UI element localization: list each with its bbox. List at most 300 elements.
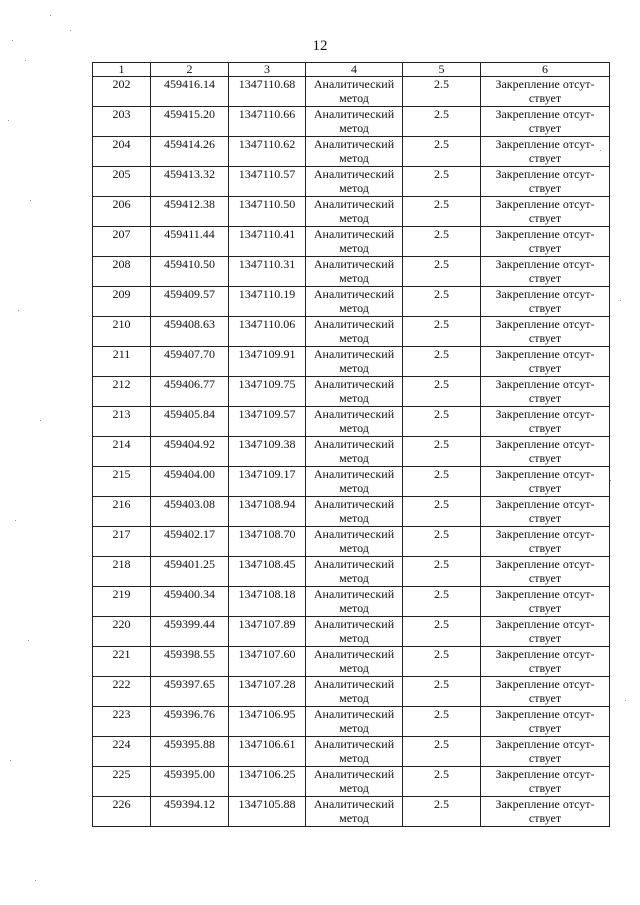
method-line-2: метод [339, 241, 369, 255]
x-coordinate-cell: 459395.00 [151, 767, 229, 797]
method-line-2: метод [339, 181, 369, 195]
note-line-1: Закрепление отсут- [495, 617, 595, 631]
table-row [93, 527, 610, 557]
x-coordinate-cell: 459404.00 [151, 467, 229, 497]
note-line-1: Закрепление отсут- [495, 737, 595, 751]
marking-note-cell [481, 107, 610, 137]
method-line-1: Аналитический [313, 707, 395, 721]
note-line-2: ствует [528, 511, 562, 525]
x-coordinate-cell: 459404.92 [151, 437, 229, 467]
table-row [93, 77, 610, 107]
point-number-cell: 202 [93, 77, 151, 107]
y-coordinate-cell: 1347110.62 [229, 137, 306, 167]
point-number-cell: 208 [93, 257, 151, 287]
x-coordinate-cell: 459411.44 [151, 227, 229, 257]
y-coordinate-cell: 1347109.75 [229, 377, 306, 407]
x-coordinate-cell: 459399.44 [151, 617, 229, 647]
x-coordinate-cell: 459397.65 [151, 677, 229, 707]
accuracy-cell: 2.5 [403, 317, 481, 347]
table-row [93, 587, 610, 617]
method-cell [306, 767, 403, 797]
accuracy-cell: 2.5 [403, 707, 481, 737]
method-cell [306, 557, 403, 587]
y-coordinate-cell: 1347110.57 [229, 167, 306, 197]
accuracy-cell: 2.5 [403, 527, 481, 557]
scan-speck [40, 420, 41, 421]
method-line-1: Аналитический [313, 797, 395, 811]
note-line-2: ствует [528, 391, 562, 405]
marking-note-cell [481, 797, 610, 827]
marking-note-cell [481, 437, 610, 467]
scan-speck [35, 880, 36, 881]
method-line-2: метод [339, 391, 369, 405]
table-row [93, 467, 610, 497]
note-line-2: ствует [528, 541, 562, 555]
method-line-2: метод [339, 271, 369, 285]
note-line-1: Закрепление отсут- [495, 347, 595, 361]
y-coordinate-cell: 1347108.18 [229, 587, 306, 617]
y-coordinate-cell: 1347110.31 [229, 257, 306, 287]
point-number-cell: 217 [93, 527, 151, 557]
method-line-1: Аналитический [313, 137, 395, 151]
note-line-2: ствует [528, 751, 562, 765]
method-line-2: метод [339, 661, 369, 675]
method-cell [306, 377, 403, 407]
marking-note-cell [481, 407, 610, 437]
method-cell [306, 497, 403, 527]
x-coordinate-cell: 459403.08 [151, 497, 229, 527]
accuracy-cell: 2.5 [403, 677, 481, 707]
method-cell [306, 257, 403, 287]
note-line-2: ствует [528, 151, 562, 165]
table-body [93, 77, 610, 827]
method-line-1: Аналитический [313, 527, 395, 541]
note-line-2: ствует [528, 451, 562, 465]
method-line-2: метод [339, 571, 369, 585]
point-number-cell: 210 [93, 317, 151, 347]
y-coordinate-cell: 1347106.25 [229, 767, 306, 797]
method-line-2: метод [339, 211, 369, 225]
note-line-2: ствует [528, 91, 562, 105]
y-coordinate-cell: 1347108.94 [229, 497, 306, 527]
accuracy-cell: 2.5 [403, 137, 481, 167]
note-line-1: Закрепление отсут- [495, 557, 595, 571]
note-line-1: Закрепление отсут- [495, 647, 595, 661]
point-number-cell: 211 [93, 347, 151, 377]
accuracy-cell: 2.5 [403, 557, 481, 587]
marking-note-cell [481, 317, 610, 347]
method-line-2: метод [339, 481, 369, 495]
method-cell [306, 167, 403, 197]
table-row [93, 617, 610, 647]
note-line-1: Закрепление отсут- [495, 467, 595, 481]
accuracy-cell: 2.5 [403, 287, 481, 317]
x-coordinate-cell: 459416.14 [151, 77, 229, 107]
method-line-1: Аналитический [313, 317, 395, 331]
y-coordinate-cell: 1347109.38 [229, 437, 306, 467]
method-line-2: метод [339, 301, 369, 315]
method-line-1: Аналитический [313, 587, 395, 601]
note-line-2: ствует [528, 241, 562, 255]
accuracy-cell: 2.5 [403, 437, 481, 467]
method-cell [306, 197, 403, 227]
note-line-1: Закрепление отсут- [495, 587, 595, 601]
x-coordinate-cell: 459402.17 [151, 527, 229, 557]
table-row [93, 557, 610, 587]
y-coordinate-cell: 1347107.60 [229, 647, 306, 677]
marking-note-cell [481, 647, 610, 677]
note-line-2: ствует [528, 481, 562, 495]
point-number-cell: 220 [93, 617, 151, 647]
method-line-1: Аналитический [313, 737, 395, 751]
point-number-cell: 207 [93, 227, 151, 257]
x-coordinate-cell: 459413.32 [151, 167, 229, 197]
table-row [93, 257, 610, 287]
x-coordinate-cell: 459398.55 [151, 647, 229, 677]
note-line-2: ствует [528, 301, 562, 315]
scan-speck [12, 40, 13, 41]
x-coordinate-cell: 459396.76 [151, 707, 229, 737]
x-coordinate-cell: 459408.63 [151, 317, 229, 347]
method-cell [306, 107, 403, 137]
table-row [93, 407, 610, 437]
method-line-1: Аналитический [313, 77, 395, 91]
method-line-1: Аналитический [313, 227, 395, 241]
note-line-2: ствует [528, 601, 562, 615]
scan-speck [25, 60, 26, 61]
method-line-1: Аналитический [313, 467, 395, 481]
x-coordinate-cell: 459406.77 [151, 377, 229, 407]
method-line-2: метод [339, 421, 369, 435]
method-cell [306, 77, 403, 107]
y-coordinate-cell: 1347107.28 [229, 677, 306, 707]
method-line-1: Аналитический [313, 497, 395, 511]
note-line-1: Закрепление отсут- [495, 197, 595, 211]
point-number-cell: 225 [93, 767, 151, 797]
scan-speck [30, 200, 31, 201]
table-row [93, 347, 610, 377]
method-line-2: метод [339, 511, 369, 525]
column-header-2: 2 [151, 63, 229, 77]
note-line-2: ствует [528, 721, 562, 735]
note-line-2: ствует [528, 361, 562, 375]
point-number-cell: 226 [93, 797, 151, 827]
method-line-2: метод [339, 811, 369, 825]
method-line-1: Аналитический [313, 677, 395, 691]
accuracy-cell: 2.5 [403, 167, 481, 197]
point-number-cell: 215 [93, 467, 151, 497]
x-coordinate-cell: 459410.50 [151, 257, 229, 287]
method-line-2: метод [339, 91, 369, 105]
y-coordinate-cell: 1347109.57 [229, 407, 306, 437]
note-line-2: ствует [528, 421, 562, 435]
note-line-2: ствует [528, 331, 562, 345]
x-coordinate-cell: 459395.88 [151, 737, 229, 767]
note-line-1: Закрепление отсут- [495, 107, 595, 121]
method-cell [306, 437, 403, 467]
method-cell [306, 287, 403, 317]
method-line-1: Аналитический [313, 107, 395, 121]
y-coordinate-cell: 1347110.68 [229, 77, 306, 107]
method-cell [306, 737, 403, 767]
note-line-1: Закрепление отсут- [495, 287, 595, 301]
y-coordinate-cell: 1347110.50 [229, 197, 306, 227]
accuracy-cell: 2.5 [403, 257, 481, 287]
accuracy-cell: 2.5 [403, 467, 481, 497]
x-coordinate-cell: 459412.38 [151, 197, 229, 227]
table-header [93, 63, 610, 77]
point-number-cell: 204 [93, 137, 151, 167]
marking-note-cell [481, 737, 610, 767]
marking-note-cell [481, 587, 610, 617]
method-line-2: метод [339, 691, 369, 705]
table-row [93, 167, 610, 197]
table-row [93, 797, 610, 827]
note-line-1: Закрепление отсут- [495, 77, 595, 91]
table-row [93, 737, 610, 767]
method-line-1: Аналитический [313, 557, 395, 571]
x-coordinate-cell: 459415.20 [151, 107, 229, 137]
note-line-1: Закрепление отсут- [495, 797, 595, 811]
accuracy-cell: 2.5 [403, 377, 481, 407]
method-line-2: метод [339, 751, 369, 765]
note-line-1: Закрепление отсут- [495, 767, 595, 781]
marking-note-cell [481, 767, 610, 797]
table-row [93, 377, 610, 407]
marking-note-cell [481, 227, 610, 257]
marking-note-cell [481, 137, 610, 167]
note-line-1: Закрепление отсут- [495, 137, 595, 151]
marking-note-cell [481, 527, 610, 557]
accuracy-cell: 2.5 [403, 587, 481, 617]
table-row [93, 317, 610, 347]
method-line-1: Аналитический [313, 647, 395, 661]
x-coordinate-cell: 459405.84 [151, 407, 229, 437]
method-line-2: метод [339, 151, 369, 165]
scan-speck [18, 310, 19, 311]
note-line-1: Закрепление отсут- [495, 167, 595, 181]
scan-speck [15, 520, 16, 521]
y-coordinate-cell: 1347110.06 [229, 317, 306, 347]
method-cell [306, 677, 403, 707]
method-line-2: метод [339, 601, 369, 615]
column-header-5: 5 [403, 63, 481, 77]
point-number-cell: 224 [93, 737, 151, 767]
note-line-2: ствует [528, 571, 562, 585]
method-line-1: Аналитический [313, 167, 395, 181]
method-cell [306, 467, 403, 497]
marking-note-cell [481, 677, 610, 707]
table-row [93, 437, 610, 467]
note-line-1: Закрепление отсут- [495, 257, 595, 271]
accuracy-cell: 2.5 [403, 407, 481, 437]
scan-speck [10, 760, 11, 761]
accuracy-cell: 2.5 [403, 737, 481, 767]
accuracy-cell: 2.5 [403, 77, 481, 107]
point-number-cell: 218 [93, 557, 151, 587]
method-line-1: Аналитический [313, 287, 395, 301]
point-number-cell: 206 [93, 197, 151, 227]
note-line-2: ствует [528, 271, 562, 285]
method-cell [306, 797, 403, 827]
point-number-cell: 203 [93, 107, 151, 137]
coordinates-table [92, 62, 610, 827]
point-number-cell: 216 [93, 497, 151, 527]
column-header-4: 4 [306, 63, 403, 77]
scan-speck [620, 300, 621, 301]
table-row [93, 677, 610, 707]
accuracy-cell: 2.5 [403, 107, 481, 137]
point-number-cell: 209 [93, 287, 151, 317]
accuracy-cell: 2.5 [403, 647, 481, 677]
note-line-2: ствует [528, 631, 562, 645]
method-line-1: Аналитический [313, 437, 395, 451]
table-row [93, 707, 610, 737]
method-line-2: метод [339, 721, 369, 735]
marking-note-cell [481, 197, 610, 227]
table-row [93, 137, 610, 167]
y-coordinate-cell: 1347107.89 [229, 617, 306, 647]
scan-speck [50, 15, 51, 16]
method-line-1: Аналитический [313, 767, 395, 781]
marking-note-cell [481, 467, 610, 497]
table-row [93, 227, 610, 257]
y-coordinate-cell: 1347110.19 [229, 287, 306, 317]
method-cell [306, 617, 403, 647]
method-line-2: метод [339, 451, 369, 465]
table-row [93, 497, 610, 527]
note-line-1: Закрепление отсут- [495, 527, 595, 541]
method-line-2: метод [339, 361, 369, 375]
column-header-1: 1 [93, 63, 151, 77]
marking-note-cell [481, 557, 610, 587]
point-number-cell: 221 [93, 647, 151, 677]
method-cell [306, 227, 403, 257]
column-header-6: 6 [481, 63, 610, 77]
method-line-1: Аналитический [313, 347, 395, 361]
note-line-2: ствует [528, 811, 562, 825]
y-coordinate-cell: 1347109.17 [229, 467, 306, 497]
scan-speck [610, 480, 611, 481]
table-row [93, 647, 610, 677]
scan-speck [625, 700, 626, 701]
accuracy-cell: 2.5 [403, 347, 481, 377]
note-line-1: Закрепление отсут- [495, 677, 595, 691]
table-row [93, 767, 610, 797]
column-header-3: 3 [229, 63, 306, 77]
y-coordinate-cell: 1347109.91 [229, 347, 306, 377]
method-line-1: Аналитический [313, 257, 395, 271]
x-coordinate-cell: 459394.12 [151, 797, 229, 827]
y-coordinate-cell: 1347110.41 [229, 227, 306, 257]
method-cell [306, 707, 403, 737]
table-row [93, 197, 610, 227]
table-row [93, 107, 610, 137]
note-line-1: Закрепление отсут- [495, 317, 595, 331]
table-row [93, 287, 610, 317]
x-coordinate-cell: 459401.25 [151, 557, 229, 587]
y-coordinate-cell: 1347108.45 [229, 557, 306, 587]
header-row [93, 63, 610, 77]
method-cell [306, 317, 403, 347]
marking-note-cell [481, 77, 610, 107]
method-line-1: Аналитический [313, 407, 395, 421]
method-line-1: Аналитический [313, 617, 395, 631]
note-line-2: ствует [528, 781, 562, 795]
note-line-1: Закрепление отсут- [495, 227, 595, 241]
y-coordinate-cell: 1347110.66 [229, 107, 306, 137]
accuracy-cell: 2.5 [403, 617, 481, 647]
y-coordinate-cell: 1347108.70 [229, 527, 306, 557]
method-line-2: метод [339, 631, 369, 645]
point-number-cell: 213 [93, 407, 151, 437]
x-coordinate-cell: 459400.34 [151, 587, 229, 617]
method-line-2: метод [339, 541, 369, 555]
note-line-1: Закрепление отсут- [495, 407, 595, 421]
marking-note-cell [481, 167, 610, 197]
accuracy-cell: 2.5 [403, 497, 481, 527]
marking-note-cell [481, 707, 610, 737]
method-cell [306, 527, 403, 557]
scan-speck [8, 120, 9, 121]
method-line-2: метод [339, 781, 369, 795]
y-coordinate-cell: 1347106.95 [229, 707, 306, 737]
point-number-cell: 223 [93, 707, 151, 737]
note-line-1: Закрепление отсут- [495, 707, 595, 721]
marking-note-cell [481, 377, 610, 407]
accuracy-cell: 2.5 [403, 797, 481, 827]
accuracy-cell: 2.5 [403, 767, 481, 797]
note-line-2: ствует [528, 661, 562, 675]
note-line-2: ствует [528, 691, 562, 705]
x-coordinate-cell: 459409.57 [151, 287, 229, 317]
note-line-2: ствует [528, 181, 562, 195]
point-number-cell: 205 [93, 167, 151, 197]
point-number-cell: 214 [93, 437, 151, 467]
y-coordinate-cell: 1347105.88 [229, 797, 306, 827]
method-line-1: Аналитический [313, 197, 395, 211]
marking-note-cell [481, 617, 610, 647]
note-line-1: Закрепление отсут- [495, 437, 595, 451]
method-cell [306, 587, 403, 617]
method-cell [306, 647, 403, 677]
scan-speck [28, 640, 29, 641]
point-number-cell: 222 [93, 677, 151, 707]
note-line-2: ствует [528, 211, 562, 225]
note-line-1: Закрепление отсут- [495, 377, 595, 391]
marking-note-cell [481, 497, 610, 527]
accuracy-cell: 2.5 [403, 197, 481, 227]
y-coordinate-cell: 1347106.61 [229, 737, 306, 767]
method-line-1: Аналитический [313, 377, 395, 391]
marking-note-cell [481, 257, 610, 287]
method-line-2: метод [339, 121, 369, 135]
method-line-2: метод [339, 331, 369, 345]
method-cell [306, 407, 403, 437]
scan-speck [600, 150, 601, 151]
note-line-2: ствует [528, 121, 562, 135]
accuracy-cell: 2.5 [403, 227, 481, 257]
marking-note-cell [481, 347, 610, 377]
scan-speck [70, 30, 71, 31]
method-cell [306, 137, 403, 167]
note-line-1: Закрепление отсут- [495, 497, 595, 511]
point-number-cell: 219 [93, 587, 151, 617]
point-number-cell: 212 [93, 377, 151, 407]
marking-note-cell [481, 287, 610, 317]
method-cell [306, 347, 403, 377]
x-coordinate-cell: 459414.26 [151, 137, 229, 167]
